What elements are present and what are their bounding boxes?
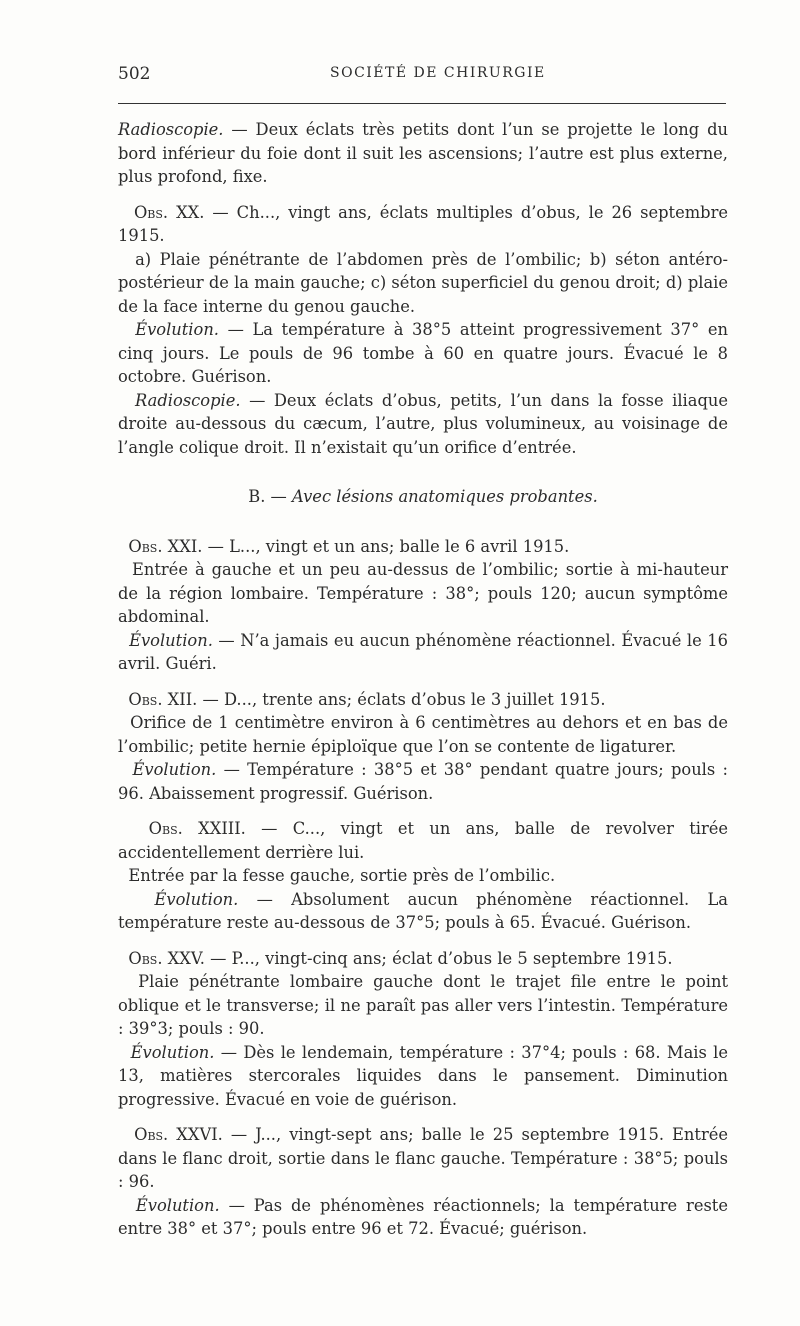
paragraph-text: — Deux éclats très petits dont l’un se projette le long du bord inférieur du foie dont il suit les ascensions; l’autre est plus externe, plus profond, fixe. bbox=[118, 120, 728, 186]
paragraph bbox=[118, 864, 728, 888]
header-rule bbox=[118, 103, 726, 104]
page-number: 502 bbox=[118, 64, 151, 84]
paragraph bbox=[118, 248, 728, 319]
paragraph-label: Évolution. bbox=[135, 320, 219, 339]
section-prefix: B. — bbox=[248, 487, 293, 506]
paragraph bbox=[118, 1194, 728, 1241]
observation-label: Obs. XII. bbox=[128, 689, 198, 709]
running-title: SOCIÉTÉ DE CHIRURGIE bbox=[330, 65, 546, 81]
paragraph-text: — L..., vingt et un ans; balle le 6 avril 1915. bbox=[202, 536, 570, 556]
paragraph bbox=[118, 970, 728, 1041]
paragraph-text: — Pas de phénomènes réactionnels; la température reste entre 38° et 37°; pouls entre 96 et 72. Évacué; guérison. bbox=[118, 1195, 728, 1238]
paragraph bbox=[118, 688, 728, 712]
paragraph bbox=[118, 389, 728, 460]
paragraph-label: Évolution. bbox=[135, 1195, 220, 1215]
page-header bbox=[118, 64, 728, 88]
observation-label: Obs. XXIII. bbox=[148, 819, 246, 838]
paragraph-text: — Température : 38°5 et 38° pendant quatre jours; pouls : 96. Abaissement progressif. Guérison. bbox=[118, 760, 728, 803]
paragraph bbox=[118, 558, 728, 629]
observation-label: Obs. XXVI. bbox=[134, 1125, 223, 1144]
paragraph bbox=[118, 817, 728, 864]
paragraph bbox=[118, 535, 728, 559]
paragraph bbox=[118, 318, 728, 389]
paragraph bbox=[118, 888, 728, 935]
paragraph-text: — Deux éclats d’obus, petits, l’un dans la fosse iliaque droite au-dessous du cæcum, l’autre, plus volumineux, au voisinage de l’angle colique droit. Il n’existait qu’un orifice d’entrée. bbox=[118, 390, 728, 457]
paragraph-label: Évolution. bbox=[130, 1042, 215, 1062]
paragraph-text: Entrée à gauche et un peu au-dessus de l’ombilic; sortie à mi-hauteur de la région lombaire. Température : 38°; pouls 120; aucun symptôme abdominal. bbox=[118, 560, 728, 626]
paragraph bbox=[118, 758, 728, 805]
paragraph bbox=[118, 1041, 728, 1112]
section-heading bbox=[118, 485, 728, 509]
paragraph bbox=[118, 201, 728, 248]
paragraph-text: — P..., vingt-cinq ans; éclat d’obus le 5 septembre 1915. bbox=[204, 948, 673, 968]
paragraph-text: — C..., vingt et un ans, balle de revolver tirée accidentellement derrière lui. bbox=[118, 819, 728, 862]
observation-label: Obs. XX. bbox=[133, 202, 205, 222]
observation-label: Obs. XXV. bbox=[128, 948, 205, 968]
paragraph-text: — Dès le lendemain, température : 37°4; pouls : 68. Mais le 13, matières stercorales liquides dans le pansement. Diminution progressive. Évacué en voie de guérison. bbox=[118, 1042, 728, 1109]
paragraph-label: Évolution. bbox=[132, 760, 217, 779]
paragraph bbox=[118, 629, 728, 676]
paragraph bbox=[118, 947, 728, 971]
paragraph-label: Évolution. bbox=[129, 630, 213, 650]
paragraph bbox=[118, 1123, 728, 1194]
paragraph-label: Évolution. bbox=[154, 889, 239, 909]
paragraph-text: — La température à 38°5 atteint progressivement 37° en cinq jours. Le pouls de 96 tombe à 60 en quatre jours. Évacué le 8 octobre. Guérison. bbox=[118, 320, 728, 386]
paragraph-label: Radioscopie. bbox=[118, 120, 224, 139]
paragraph-text: — Ch..., vingt ans, éclats multiples d’obus, le 26 septembre 1915. bbox=[118, 202, 728, 245]
paragraph-text: — D..., trente ans; éclats d’obus le 3 juillet 1915. bbox=[197, 689, 606, 709]
paragraph-text: Entrée par la fesse gauche, sortie près de l’ombilic. bbox=[128, 866, 556, 885]
paragraph bbox=[118, 711, 728, 758]
paragraph-text: Orifice de 1 centimètre environ à 6 centimètres au dehors et en bas de l’ombilic; petite hernie épiploïque que l’on se contente de ligaturer. bbox=[118, 713, 728, 756]
section-title: Avec lésions anatomiques probantes. bbox=[292, 487, 598, 506]
paragraph-text: Plaie pénétrante lombaire gauche dont le trajet file entre le point oblique et le transverse; il ne paraît pas aller vers l’intestin. Température : 39°3; pouls : 90. bbox=[118, 972, 728, 1038]
paragraph bbox=[118, 118, 728, 189]
body-text bbox=[118, 118, 728, 1241]
paragraph-label: Radioscopie. bbox=[135, 390, 241, 410]
paragraph-text: a) Plaie pénétrante de l’abdomen près de l’ombilic; b) séton antéro-postérieur de la main gauche; c) séton superficiel du genou droit; d) plaie de la face interne du genou gauche. bbox=[118, 249, 728, 316]
paragraph-text: — Absolument aucun phénomène réactionnel. La température reste au-dessous de 37°5; pouls à 65. Évacué. Guérison. bbox=[118, 889, 728, 932]
paragraph-text: — J..., vingt-sept ans; balle le 25 septembre 1915. Entrée dans le flanc droit, sortie dans le flanc gauche. Température : 38°5; pouls : 96. bbox=[118, 1125, 728, 1191]
paragraph-text: — N’a jamais eu aucun phénomène réactionnel. Évacué le 16 avril. Guéri. bbox=[118, 630, 728, 673]
observation-label: Obs. XXI. bbox=[128, 536, 203, 556]
